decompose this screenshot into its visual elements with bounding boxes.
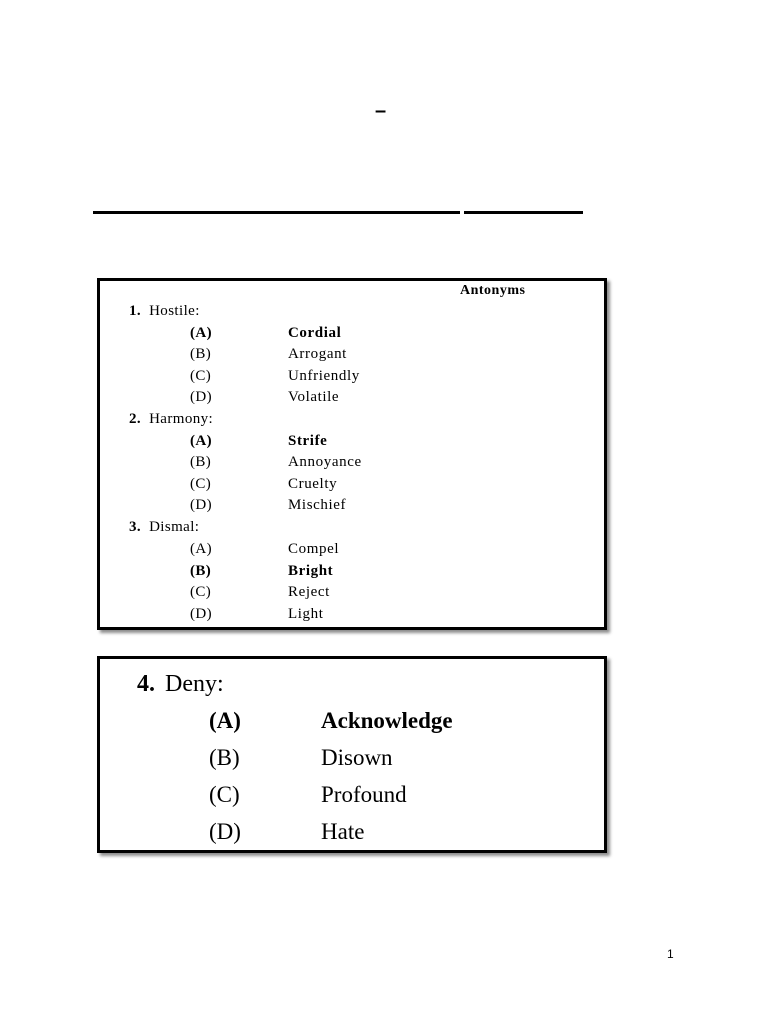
question-number: 2.: [129, 411, 142, 427]
option-letter: (D): [190, 606, 213, 622]
question-4: [137, 671, 224, 698]
question-word: Deny:: [165, 671, 224, 697]
option-text: Hate: [321, 819, 365, 844]
title-underline-right: [464, 211, 583, 214]
option-letter: (D): [190, 389, 213, 405]
question-word: Hostile:: [149, 303, 200, 319]
option-answer: Acknowledge: [321, 708, 453, 733]
option-letter: (C): [190, 368, 212, 384]
question-word: Harmony:: [149, 411, 214, 427]
question-number: 1.: [129, 303, 142, 319]
option-text: Compel: [288, 541, 340, 557]
box-heading: Antonyms: [460, 283, 526, 298]
option-answer: Cordial: [288, 325, 342, 341]
option-letter: (D): [190, 497, 213, 513]
option-letter: (B): [209, 745, 240, 770]
deny-question-box: [97, 656, 607, 853]
option-text: Cruelty: [288, 476, 338, 492]
option-text: Light: [288, 606, 324, 622]
question-3: [129, 519, 199, 536]
option-letter: (B): [190, 346, 212, 362]
option-text: Mischief: [288, 497, 347, 513]
question-word: Dismal:: [149, 519, 200, 535]
option-answer: Strife: [288, 433, 328, 449]
antonyms-questions-box: [97, 278, 607, 630]
option-text: Unfriendly: [288, 368, 360, 384]
option-letter: (C): [190, 476, 212, 492]
question-1: [129, 303, 200, 320]
option-letter: (B): [190, 454, 212, 470]
option-text: Arrogant: [288, 346, 347, 362]
option-letter: (A): [190, 325, 213, 341]
option-text: Disown: [321, 745, 393, 770]
question-number: 3.: [129, 519, 142, 535]
option-letter: (B): [190, 563, 212, 579]
option-text: Reject: [288, 584, 330, 600]
question-2: [129, 411, 213, 428]
option-letter: (C): [209, 782, 240, 807]
option-letter: (A): [190, 541, 213, 557]
option-text: Profound: [321, 782, 407, 807]
option-answer: Bright: [288, 563, 334, 579]
option-letter: (A): [190, 433, 213, 449]
question-number: 4.: [137, 671, 155, 697]
header-dash: –: [375, 100, 387, 122]
option-letter: (A): [209, 708, 241, 733]
title-underline-left: [93, 211, 460, 214]
option-letter: (C): [190, 584, 212, 600]
option-text: Volatile: [288, 389, 340, 405]
page-number: 1: [667, 947, 674, 961]
option-text: Annoyance: [288, 454, 362, 470]
option-letter: (D): [209, 819, 241, 844]
